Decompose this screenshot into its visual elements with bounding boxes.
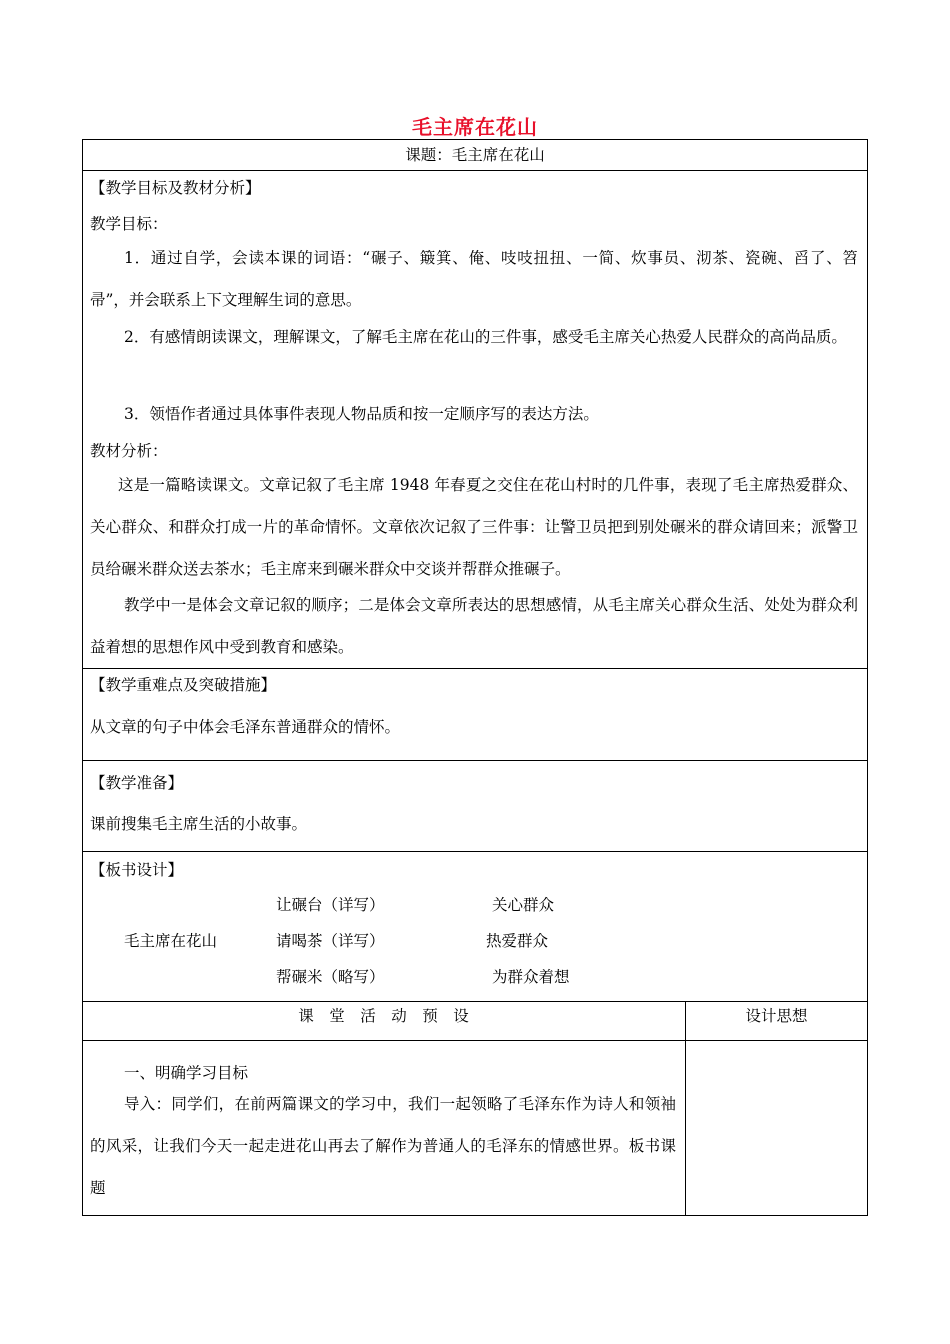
goal-2: 2．有感情朗读课文，理解课文，了解毛主席在花山的三件事，感受毛主席关心热爱人民群众的高尚品质。 — [124, 328, 847, 346]
board-event: 帮碾米（略写） — [276, 968, 385, 986]
activity-column-header: 课 堂 活 动 预 设 — [298, 1007, 469, 1025]
preparation-heading: 【教学准备】 — [90, 774, 184, 792]
analysis-paragraph-1: 这是一篇略读课文。文章记叙了毛主席 1948 年春夏之交住在花山村时的几件事，表现了毛主席热爱群众、关心群众、和群众打成一片的革命情怀。文章依次记叙了三件事：让警卫员把到别处碾米的群众请回来；派警卫员给碾米群众送去茶水；毛主席来到碾米群众中交谈并帮群众推碾子。 — [90, 476, 858, 578]
row-divider — [82, 1001, 868, 1002]
preparation-text: 课前搜集毛主席生活的小故事。 — [90, 815, 308, 833]
key-points-text: 从文章的句子中体会毛泽东普通群众的情怀。 — [90, 718, 401, 736]
column-divider — [685, 1001, 686, 1216]
board-meaning: 热爱群众 — [486, 932, 549, 950]
board-heading: 【板书设计】 — [90, 861, 184, 879]
objectives-heading: 【教学目标及教材分析】 — [90, 179, 261, 197]
section-1-title: 一、明确学习目标 — [124, 1064, 249, 1082]
topic-cell: 课题：毛主席在花山 — [405, 146, 545, 164]
design-column-header: 设计思想 — [745, 1007, 808, 1025]
row-divider — [82, 851, 868, 852]
board-event: 让碾台（详写） — [276, 896, 385, 914]
document-title: 毛主席在花山 — [412, 115, 538, 139]
board-center-title: 毛主席在花山 — [124, 932, 218, 950]
board-event: 请喝茶（详写） — [276, 932, 385, 950]
analysis-paragraph-2: 教学中一是体会文章记叙的顺序；二是体会文章所表达的思想感情，从毛主席关心群众生活、处处为群众利益着想的思想作风中受到教育和感染。 — [90, 596, 858, 656]
goals-label: 教学目标： — [90, 215, 168, 233]
goal-1: 1．通过自学，会读本课的词语：“碾子、簸箕、俺、吱吱扭扭、一简、炊事员、沏茶、瓷碗、舀了、笤帚”，并会联系上下文理解生词的意思。 — [90, 249, 858, 309]
board-meaning: 为群众着想 — [492, 968, 570, 986]
analysis-label: 教材分析： — [90, 442, 168, 460]
row-divider — [82, 1040, 868, 1041]
row-divider — [82, 170, 868, 171]
board-meaning: 关心群众 — [492, 896, 555, 914]
key-points-heading: 【教学重难点及突破措施】 — [90, 676, 277, 694]
row-divider — [82, 760, 868, 761]
goal-3: 3．领悟作者通过具体事件表现人物品质和按一定顺序写的表达方法。 — [124, 405, 599, 423]
row-divider — [82, 668, 868, 669]
section-1-text: 导入：同学们，在前两篇课文的学习中，我们一起领略了毛泽东作为诗人和领袖的风采，让我们今天一起走进花山再去了解作为普通人的毛泽东的情感世界。板书课题 — [90, 1095, 676, 1197]
